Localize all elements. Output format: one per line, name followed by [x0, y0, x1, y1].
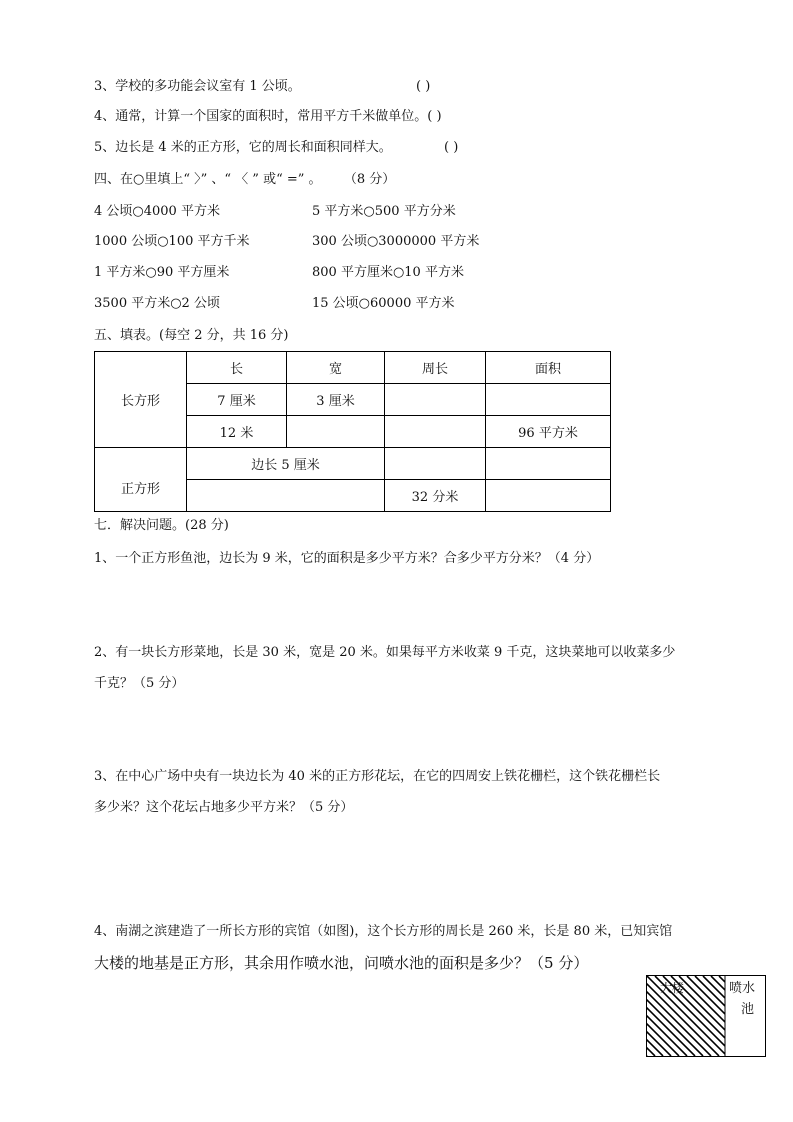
- table-header: 面积: [486, 352, 611, 384]
- rect-label: [95, 384, 187, 448]
- compare-item: 5 平方米○500 平方分米: [312, 204, 456, 219]
- table-row: [95, 448, 611, 480]
- table-cell[interactable]: [385, 384, 486, 416]
- compare-item: 300 公顷○3000000 平方米: [312, 234, 480, 249]
- table-header: 周长: [385, 352, 486, 384]
- problem-3-line-1: 3、在中心广场中央有一块边长为 40 米的正方形花坛，在它的四周安上铁花栅栏，这个铁花栅栏长: [94, 769, 661, 784]
- compare-item: 1 平方米○90 平方厘米: [94, 265, 230, 280]
- problem-2-line-1: 2、有一块长方形菜地，长是 30 米，宽是 20 米。如果每平方米收菜 9 千克，这块菜地可以收菜多少: [94, 645, 676, 660]
- table-header-row: [95, 352, 611, 384]
- fill-table: [94, 351, 611, 512]
- table-cell[interactable]: [287, 416, 385, 448]
- table-cell[interactable]: 3 厘米: [287, 384, 385, 416]
- table-cell[interactable]: [187, 480, 385, 512]
- table-cell[interactable]: [486, 448, 611, 480]
- table-cell[interactable]: [486, 480, 611, 512]
- compare-item: 3500 平方米○2 公顷: [94, 296, 220, 311]
- judge-q3-text: 3、学校的多功能会议室有 1 公顷。: [94, 79, 301, 94]
- judge-q5: 5、边长是 4 米的正方形，它的周长和面积同样大。: [94, 140, 392, 155]
- section4-title-text: 四、在○里填上“ 〉” 、“ 〈 ” 或“ =” 。: [94, 172, 322, 187]
- problem-1: 1、一个正方形鱼池，边长为 9 米，它的面积是多少平方米？合多少平方分米？（4 分）: [94, 551, 600, 566]
- table-cell[interactable]: [385, 448, 486, 480]
- square-label: [95, 448, 187, 512]
- problem-3-line-2: 多少米？这个花坛占地多少平方米？（5 分）: [94, 800, 354, 815]
- section4-title: [94, 172, 395, 188]
- table-cell[interactable]: [486, 384, 611, 416]
- problem-4-line-1: 4、南湖之滨建造了一所长方形的宾馆（如图)，这个长方形的周长是 260 米，长是 80 米，已知宾馆: [94, 924, 673, 939]
- table-cell[interactable]: 96 平方米: [486, 416, 611, 448]
- pool-label-1: 喷水: [729, 981, 756, 996]
- section4-score: （8 分）: [343, 172, 396, 187]
- table-cell[interactable]: 边长 5 厘米: [187, 448, 385, 480]
- problem-4-line-2: 大楼的地基是正方形，其余用作喷水池，问喷水池的面积是多少？（5 分）: [94, 954, 589, 972]
- pool-label-2: 池: [741, 1002, 755, 1017]
- judge-q3: [94, 79, 301, 95]
- table-header: 宽: [287, 352, 385, 384]
- section5-title: 五、填表。(每空 2 分，共 16 分): [94, 328, 289, 343]
- compare-item: 800 平方厘米○10 平方米: [312, 265, 464, 280]
- problem-2-line-2: 千克？（5 分）: [94, 676, 185, 691]
- hotel-pool-diagram: [646, 975, 766, 1057]
- table-row: [95, 384, 611, 416]
- square-label-text: 正方形: [120, 482, 160, 497]
- judge-q4: 4、通常，计算一个国家的面积时，常用平方千米做单位。( ): [94, 109, 442, 124]
- table-cell[interactable]: 32 分米: [385, 480, 486, 512]
- rect-label-text: 长方形: [120, 393, 160, 409]
- table-cell[interactable]: 12 米: [187, 416, 287, 448]
- compare-item: 1000 公顷○100 平方千米: [94, 234, 250, 249]
- compare-item: 15 公顷○60000 平方米: [312, 296, 455, 311]
- judge-q5-paren: ( ): [444, 140, 459, 155]
- table-header: 长: [187, 352, 287, 384]
- table-cell[interactable]: 7 厘米: [187, 384, 287, 416]
- hotel-label: 大楼: [660, 981, 685, 995]
- section7-title: 七．解决问题。(28 分): [94, 518, 229, 533]
- table-cell[interactable]: [385, 416, 486, 448]
- table-corner-cell: [95, 352, 187, 384]
- compare-item: 4 公顷○4000 平方米: [94, 204, 220, 219]
- judge-q3-paren: ( ): [416, 79, 431, 94]
